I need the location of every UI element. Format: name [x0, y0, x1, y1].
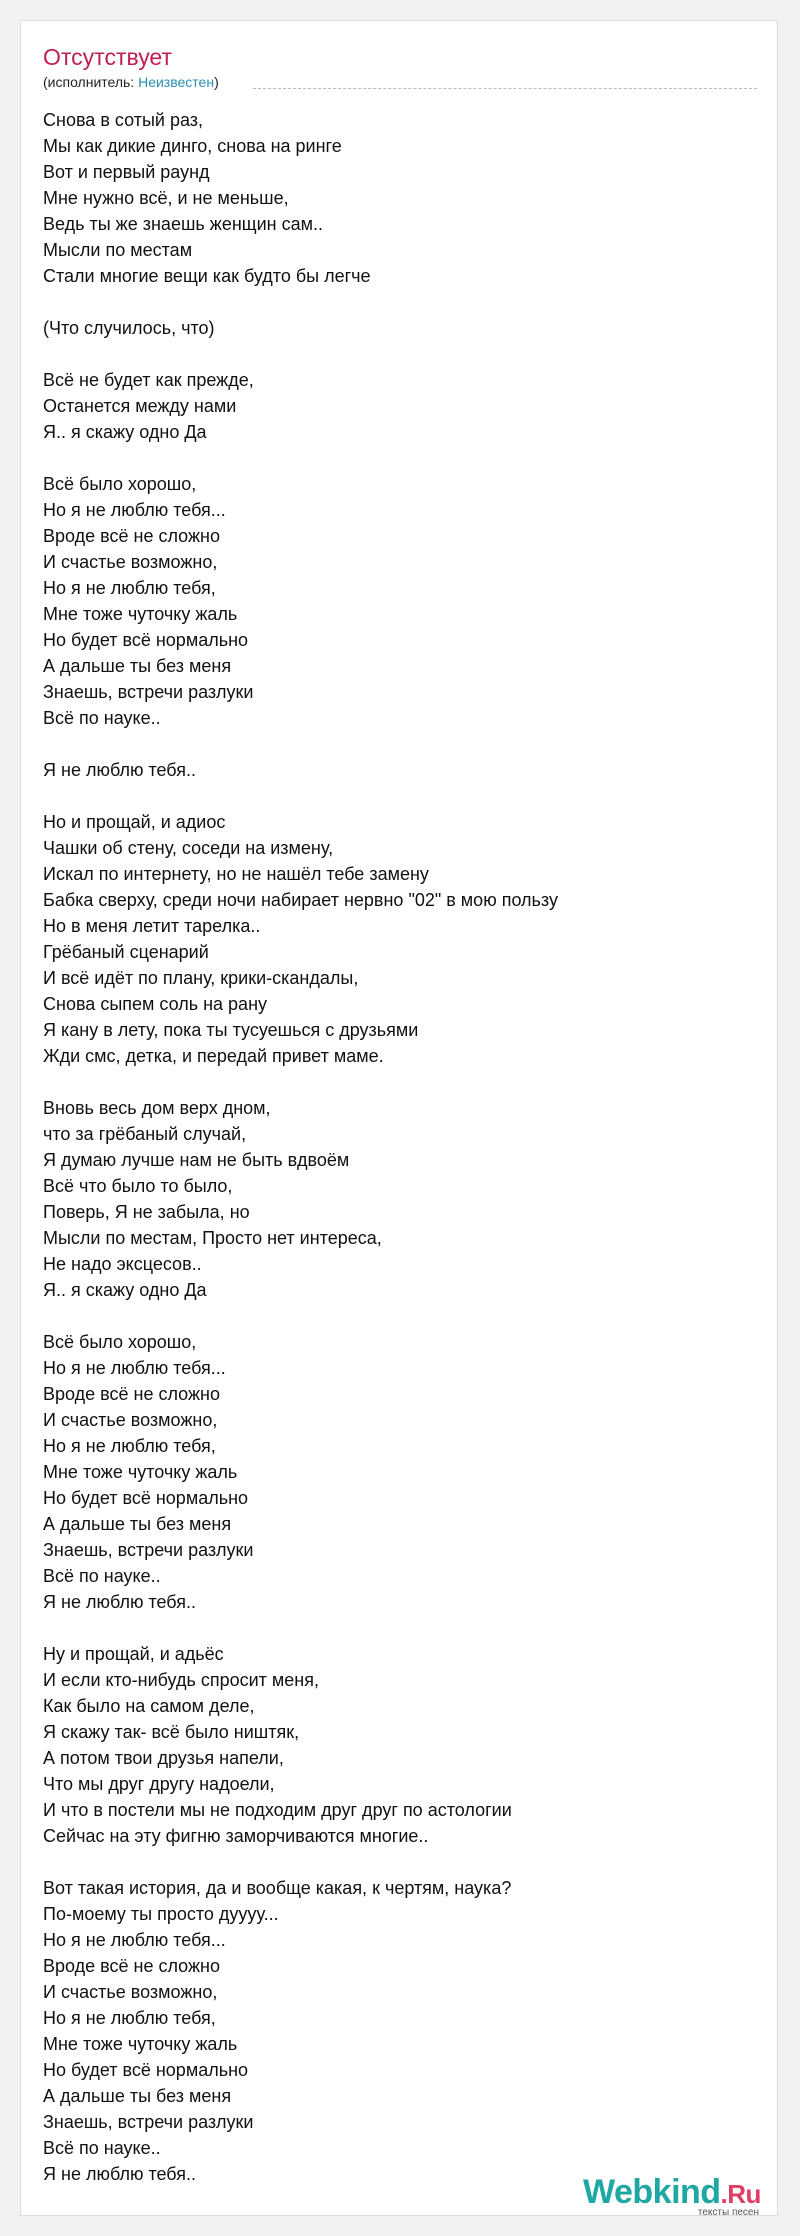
lyric-line: Вроде всё не сложно — [43, 1956, 220, 1976]
lyric-blank-line — [43, 289, 757, 315]
webkind-logo[interactable] — [583, 2173, 763, 2217]
lyric-line: Всё было хорошо, — [43, 474, 197, 494]
dotted-divider — [253, 88, 757, 89]
lyric-line: Но будет всё нормально — [43, 1488, 249, 1508]
lyric-line: Искал по интернету, но не нашёл тебе замену — [43, 864, 429, 884]
lyric-line: Что мы друг другу надоели, — [43, 1774, 275, 1794]
lyric-line: Мне тоже чуточку жаль — [43, 2034, 238, 2054]
lyric-line: Вот такая история, да и вообще какая, к чертям, наука? — [43, 1878, 512, 1898]
lyric-line: Бабка сверху, среди ночи набирает нервно "02" в мою пользу — [43, 890, 558, 910]
lyric-line: Мне тоже чуточку жаль — [43, 604, 238, 624]
lyric-line: Но я не люблю тебя... — [43, 500, 226, 520]
lyric-line: Чашки об стену, соседи на измену, — [43, 838, 334, 858]
lyric-blank-line — [43, 341, 757, 367]
lyric-line: Но я не люблю тебя, — [43, 2008, 216, 2028]
lyric-line: Останется между нами — [43, 396, 237, 416]
lyric-line: И если кто-нибудь спросит меня, — [43, 1670, 319, 1690]
lyric-line: что за грёбаный случай, — [43, 1124, 247, 1144]
lyric-line: Снова сыпем соль на рану — [43, 994, 268, 1014]
lyric-blank-line — [43, 783, 757, 809]
lyric-line: Вроде всё не сложно — [43, 1384, 220, 1404]
artist-suffix: ) — [214, 74, 219, 90]
lyric-line: Всё было хорошо, — [43, 1332, 197, 1352]
lyric-line: Знаешь, встречи разлуки — [43, 682, 254, 702]
lyric-line: Жди смс, детка, и передай привет маме. — [43, 1046, 384, 1066]
lyric-line: Я не люблю тебя.. — [43, 2164, 196, 2184]
lyric-blank-line — [43, 445, 757, 471]
lyric-blank-line — [43, 1069, 757, 1095]
lyric-line: Сейчас на эту фигню заморчиваются многие.. — [43, 1826, 429, 1846]
lyric-line: Но я не люблю тебя, — [43, 1436, 216, 1456]
lyric-line: Знаешь, встречи разлуки — [43, 2112, 254, 2132]
lyric-line: Но я не люблю тебя, — [43, 578, 216, 598]
lyric-line: Всё по науке.. — [43, 1566, 161, 1586]
lyric-line: Всё по науке.. — [43, 708, 161, 728]
lyric-line: Поверь, Я не забыла, но — [43, 1202, 250, 1222]
logo-domain: .Ru — [720, 2179, 761, 2209]
artist-prefix: (исполнитель: — [43, 74, 139, 90]
lyric-line: Я не люблю тебя.. — [43, 1592, 196, 1612]
lyric-line: Знаешь, встречи разлуки — [43, 1540, 254, 1560]
lyric-line: Стали многие вещи как будто бы легче — [43, 266, 371, 286]
lyric-line: Не надо эксцесов.. — [43, 1254, 202, 1274]
lyric-line: Ну и прощай, и адьёс — [43, 1644, 224, 1664]
lyric-blank-line — [43, 1615, 757, 1641]
lyric-line: Я кану в лету, пока ты тусуешься с друзьями — [43, 1020, 419, 1040]
lyric-line: Вроде всё не сложно — [43, 526, 220, 546]
song-title: Отсутствует — [43, 44, 172, 70]
lyric-line: И счастье возможно, — [43, 1982, 218, 2002]
lyric-line: И что в постели мы не подходим друг друг по астологии — [43, 1800, 512, 1820]
lyric-line: Но будет всё нормально — [43, 630, 249, 650]
lyric-line: Я.. я скажу одно Да — [43, 422, 207, 442]
logo-tagline: тексты песен — [697, 2207, 759, 2218]
lyric-line: Мне нужно всё, и не меньше, — [43, 188, 289, 208]
lyric-line: А дальше ты без меня — [43, 656, 232, 676]
lyric-line: Но в меня летит тарелка.. — [43, 916, 261, 936]
lyric-blank-line — [43, 1849, 757, 1875]
lyric-line: А потом твои друзья напели, — [43, 1748, 284, 1768]
lyric-line: Мысли по местам — [43, 240, 193, 260]
lyric-line: Но и прощай, и адиос — [43, 812, 226, 832]
lyric-line: И счастье возможно, — [43, 552, 218, 572]
artist-link[interactable]: Неизвестен — [138, 74, 215, 90]
lyric-line: Вновь весь дом верх дном, — [43, 1098, 271, 1118]
lyric-line: Но я не люблю тебя... — [43, 1358, 226, 1378]
lyric-line: Всё не будет как прежде, — [43, 370, 254, 390]
lyric-line: Но я не люблю тебя... — [43, 1930, 226, 1950]
lyric-line: А дальше ты без меня — [43, 1514, 232, 1534]
lyric-line: Как было на самом деле, — [43, 1696, 255, 1716]
lyrics-card — [20, 20, 778, 2216]
lyric-line: А дальше ты без меня — [43, 2086, 232, 2106]
lyric-line: Я думаю лучше нам не быть вдвоём — [43, 1150, 350, 1170]
lyric-blank-line — [43, 1303, 757, 1329]
lyric-blank-line — [43, 731, 757, 757]
lyric-line: Мы как дикие динго, снова на ринге — [43, 136, 342, 156]
lyric-line: И всё идёт по плану, крики-скандалы, — [43, 968, 359, 988]
logo-main: Webkind — [583, 2173, 721, 2211]
lyric-line: Я.. я скажу одно Да — [43, 1280, 207, 1300]
lyric-line: Снова в сотый раз, — [43, 110, 204, 130]
lyric-line: Вот и первый раунд — [43, 162, 210, 182]
lyrics-text — [43, 107, 757, 2187]
lyric-line: Я скажу так- всё было ништяк, — [43, 1722, 300, 1742]
lyric-line: (Что случилось, что) — [43, 318, 215, 338]
lyric-line: Мысли по местам, Просто нет интереса, — [43, 1228, 382, 1248]
lyric-line: Ведь ты же знаешь женщин сам.. — [43, 214, 323, 234]
lyric-line: Всё по науке.. — [43, 2138, 161, 2158]
lyric-line: Мне тоже чуточку жаль — [43, 1462, 238, 1482]
lyric-line: Грёбаный сценарий — [43, 942, 209, 962]
lyric-line: Я не люблю тебя.. — [43, 760, 196, 780]
lyric-line: И счастье возможно, — [43, 1410, 218, 1430]
lyric-line: Но будет всё нормально — [43, 2060, 249, 2080]
artist-line — [43, 73, 219, 91]
lyric-line: По-моему ты просто дуууу... — [43, 1904, 279, 1924]
lyric-line: Всё что было то было, — [43, 1176, 233, 1196]
